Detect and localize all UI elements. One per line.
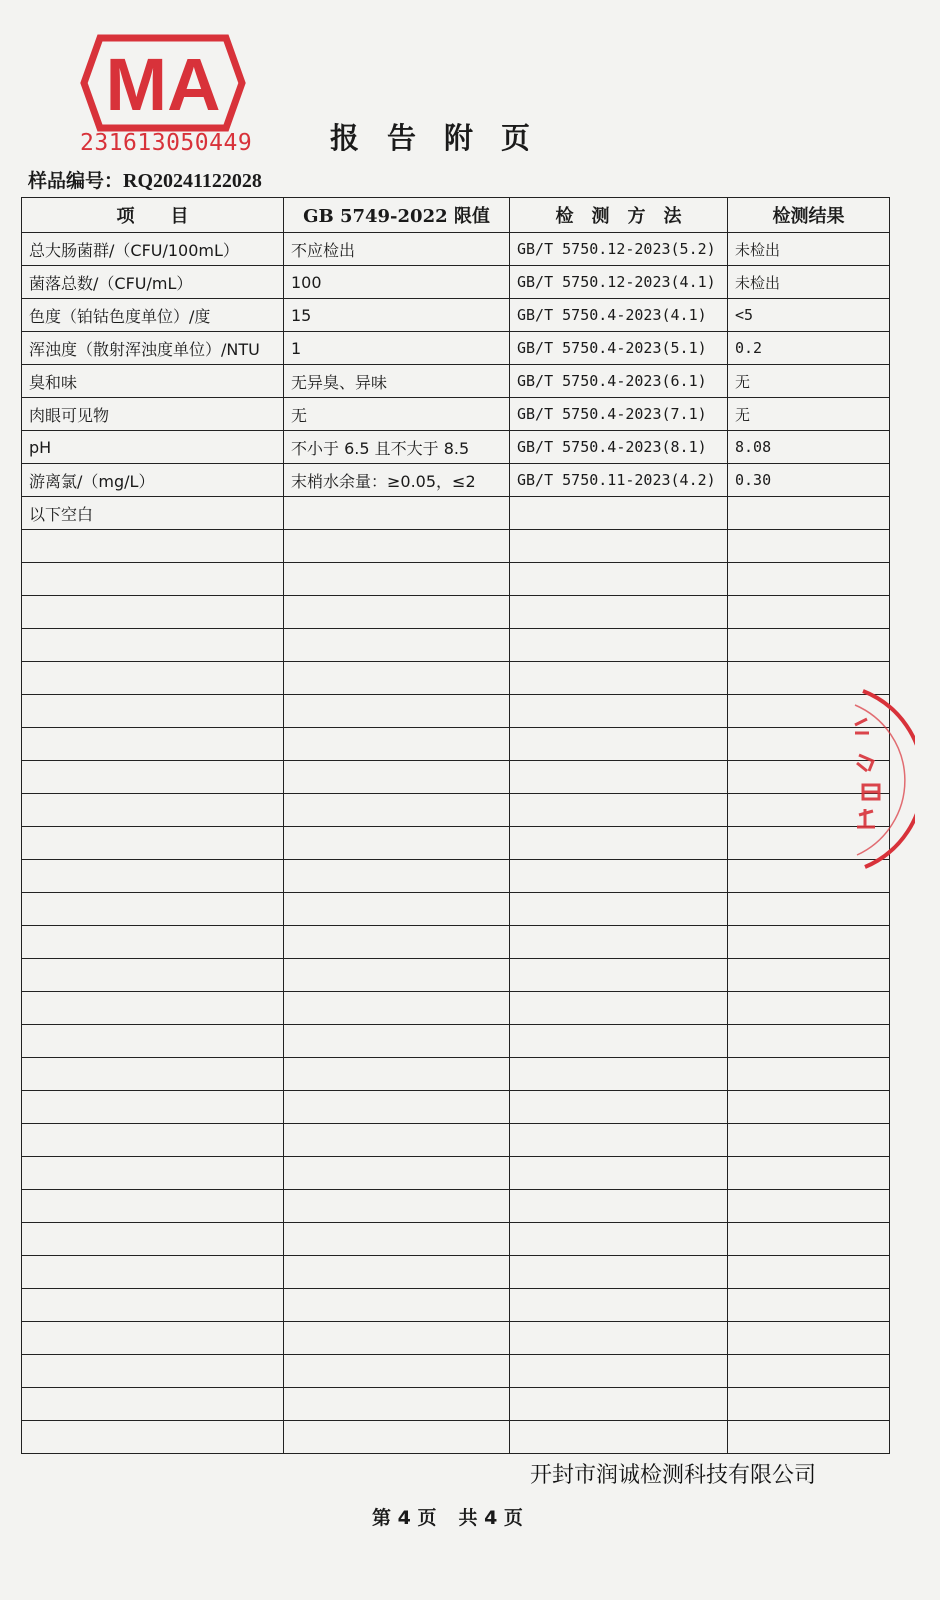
cell-item: pH <box>22 431 284 464</box>
cell-result: 0.2 <box>728 332 890 365</box>
sample-number-label: 样品编号： <box>28 170 124 192</box>
empty-cell <box>22 860 284 893</box>
cell-result: 未检出 <box>728 266 890 299</box>
empty-cell <box>728 1091 890 1124</box>
empty-cell <box>22 1388 284 1421</box>
empty-cell <box>510 530 728 563</box>
empty-cell <box>510 596 728 629</box>
empty-cell <box>510 662 728 695</box>
empty-cell <box>510 1256 728 1289</box>
empty-cell <box>22 596 284 629</box>
empty-cell <box>728 596 890 629</box>
empty-row <box>22 695 890 728</box>
cell-item: 总大肠菌群/（CFU/100mL） <box>22 233 284 266</box>
empty-cell <box>728 629 890 662</box>
empty-row <box>22 1091 890 1124</box>
empty-cell <box>22 1355 284 1388</box>
empty-cell <box>284 596 510 629</box>
table-body <box>22 233 890 1454</box>
empty-row <box>22 1223 890 1256</box>
empty-cell <box>284 563 510 596</box>
cell-item: 色度（铂钴色度单位）/度 <box>22 299 284 332</box>
empty-row <box>22 629 890 662</box>
empty-cell <box>510 629 728 662</box>
empty-cell <box>22 926 284 959</box>
table-row <box>22 233 890 266</box>
empty-cell <box>728 893 890 926</box>
empty-row <box>22 1388 890 1421</box>
empty-cell <box>284 761 510 794</box>
cma-seal-icon <box>78 28 248 138</box>
empty-row <box>22 563 890 596</box>
empty-row <box>22 794 890 827</box>
empty-cell <box>22 530 284 563</box>
empty-cell <box>22 728 284 761</box>
cell-result: 无 <box>728 365 890 398</box>
empty-cell <box>728 563 890 596</box>
cell-limit: 不应检出 <box>284 233 510 266</box>
cell-limit: 100 <box>284 266 510 299</box>
empty-cell <box>510 1322 728 1355</box>
empty-cell <box>728 530 890 563</box>
empty-cell <box>510 1190 728 1223</box>
cell-result: <5 <box>728 299 890 332</box>
cell-limit: 不小于 6.5 且不大于 8.5 <box>284 431 510 464</box>
empty-cell <box>284 1256 510 1289</box>
empty-cell <box>284 728 510 761</box>
empty-row <box>22 992 890 1025</box>
empty-cell <box>284 1058 510 1091</box>
empty-cell <box>22 1091 284 1124</box>
cell-item: 菌落总数/（CFU/mL） <box>22 266 284 299</box>
empty-row <box>22 926 890 959</box>
empty-cell <box>22 662 284 695</box>
empty-cell <box>510 992 728 1025</box>
empty-cell <box>22 1256 284 1289</box>
page-title: 报告附页 <box>330 121 559 155</box>
empty-cell <box>728 959 890 992</box>
empty-cell <box>284 893 510 926</box>
empty-row <box>22 728 890 761</box>
empty-cell <box>728 1190 890 1223</box>
table-row <box>22 266 890 299</box>
cell-method: GB/T 5750.4-2023(7.1) <box>510 398 728 431</box>
empty-cell <box>728 1025 890 1058</box>
empty-cell <box>284 926 510 959</box>
empty-cell <box>22 959 284 992</box>
sample-number-value: RQ20241122028 <box>123 170 262 192</box>
empty-cell <box>728 1322 890 1355</box>
table-row <box>22 299 890 332</box>
empty-cell <box>22 1322 284 1355</box>
empty-cell <box>510 1058 728 1091</box>
empty-cell <box>728 1058 890 1091</box>
empty-row <box>22 1256 890 1289</box>
cell-method: GB/T 5750.4-2023(4.1) <box>510 299 728 332</box>
cma-cert-number: 231613050449 <box>80 130 253 156</box>
table-row <box>22 398 890 431</box>
empty-cell <box>510 926 728 959</box>
company-name: 开封市润诚检测科技有限公司 <box>530 1463 817 1488</box>
cell-limit: 1 <box>284 332 510 365</box>
cell-limit: 无异臭、异味 <box>284 365 510 398</box>
cell-result: 未检出 <box>728 233 890 266</box>
empty-row <box>22 1322 890 1355</box>
page-number <box>372 1503 523 1530</box>
empty-cell <box>284 1388 510 1421</box>
empty-row <box>22 860 890 893</box>
page-total: 共 4 页 <box>458 1507 523 1529</box>
cell-limit: 15 <box>284 299 510 332</box>
empty-cell <box>22 1025 284 1058</box>
empty-row <box>22 1289 890 1322</box>
cma-logo-text: MA <box>105 43 221 126</box>
cell-item: 以下空白 <box>22 497 284 530</box>
table-row <box>22 497 890 530</box>
cell-limit: 无 <box>284 398 510 431</box>
empty-cell <box>510 1091 728 1124</box>
empty-cell <box>510 1289 728 1322</box>
cell-method: GB/T 5750.4-2023(8.1) <box>510 431 728 464</box>
empty-cell <box>510 1355 728 1388</box>
empty-cell <box>284 959 510 992</box>
empty-cell <box>510 860 728 893</box>
empty-cell <box>284 629 510 662</box>
empty-cell <box>284 530 510 563</box>
empty-row <box>22 1157 890 1190</box>
empty-cell <box>510 794 728 827</box>
empty-row <box>22 662 890 695</box>
empty-cell <box>284 1421 510 1454</box>
cell-method: GB/T 5750.12-2023(5.2) <box>510 233 728 266</box>
table-row <box>22 464 890 497</box>
empty-cell <box>284 662 510 695</box>
empty-cell <box>284 1223 510 1256</box>
header-method: 检 测 方 法 <box>510 198 728 233</box>
cell-method: GB/T 5750.11-2023(4.2) <box>510 464 728 497</box>
empty-cell <box>284 1025 510 1058</box>
empty-row <box>22 596 890 629</box>
company-seal-icon <box>845 685 915 875</box>
table-header-row <box>22 198 890 233</box>
cell-item: 游离氯/（mg/L） <box>22 464 284 497</box>
empty-row <box>22 1025 890 1058</box>
empty-row <box>22 959 890 992</box>
empty-cell <box>510 1421 728 1454</box>
empty-cell <box>22 1058 284 1091</box>
table-row <box>22 332 890 365</box>
cell-method: GB/T 5750.4-2023(5.1) <box>510 332 728 365</box>
empty-cell <box>22 1223 284 1256</box>
empty-cell <box>22 992 284 1025</box>
empty-cell <box>728 1355 890 1388</box>
table-row <box>22 431 890 464</box>
empty-cell <box>510 563 728 596</box>
empty-cell <box>728 1421 890 1454</box>
empty-cell <box>510 1223 728 1256</box>
cell-item: 臭和味 <box>22 365 284 398</box>
empty-cell <box>728 926 890 959</box>
results-table <box>21 197 890 1454</box>
empty-cell <box>510 695 728 728</box>
sample-number <box>28 166 262 193</box>
empty-cell <box>728 1388 890 1421</box>
empty-cell <box>510 1025 728 1058</box>
empty-cell <box>728 1223 890 1256</box>
empty-cell <box>728 1256 890 1289</box>
empty-cell <box>510 827 728 860</box>
cell-method: GB/T 5750.12-2023(4.1) <box>510 266 728 299</box>
empty-cell <box>22 1190 284 1223</box>
empty-row <box>22 1190 890 1223</box>
cell-result: 无 <box>728 398 890 431</box>
cell-item: 肉眼可见物 <box>22 398 284 431</box>
empty-row <box>22 1058 890 1091</box>
header-item: 项 目 <box>22 198 284 233</box>
empty-cell <box>22 563 284 596</box>
table-row <box>22 365 890 398</box>
empty-cell <box>22 794 284 827</box>
header-limit: GB 5749-2022 限值 <box>284 198 510 233</box>
header-result: 检测结果 <box>728 198 890 233</box>
empty-cell <box>284 1124 510 1157</box>
cell-limit: 末梢水余量：≥0.05，≤2 <box>284 464 510 497</box>
empty-cell <box>22 1124 284 1157</box>
empty-cell <box>284 794 510 827</box>
cell-result: 0.30 <box>728 464 890 497</box>
empty-cell <box>284 860 510 893</box>
empty-cell <box>22 695 284 728</box>
empty-cell <box>22 893 284 926</box>
empty-cell <box>284 1289 510 1322</box>
empty-row <box>22 530 890 563</box>
empty-cell <box>284 1190 510 1223</box>
empty-cell <box>728 1124 890 1157</box>
cell-limit <box>284 497 510 530</box>
empty-cell <box>284 1091 510 1124</box>
empty-row <box>22 1355 890 1388</box>
empty-cell <box>728 1157 890 1190</box>
empty-row <box>22 1421 890 1454</box>
empty-cell <box>510 893 728 926</box>
empty-cell <box>22 1289 284 1322</box>
empty-cell <box>284 1322 510 1355</box>
empty-cell <box>284 992 510 1025</box>
cell-result: 8.08 <box>728 431 890 464</box>
empty-cell <box>510 1157 728 1190</box>
empty-cell <box>510 761 728 794</box>
empty-cell <box>284 1355 510 1388</box>
empty-cell <box>22 827 284 860</box>
empty-cell <box>284 1157 510 1190</box>
empty-cell <box>510 728 728 761</box>
empty-row <box>22 761 890 794</box>
empty-cell <box>284 827 510 860</box>
empty-cell <box>510 1124 728 1157</box>
empty-row <box>22 1124 890 1157</box>
cell-item: 浑浊度（散射浑浊度单位）/NTU <box>22 332 284 365</box>
empty-row <box>22 893 890 926</box>
page-current: 第 4 页 <box>372 1507 437 1529</box>
empty-cell <box>22 761 284 794</box>
cell-result <box>728 497 890 530</box>
cell-method <box>510 497 728 530</box>
cell-method: GB/T 5750.4-2023(6.1) <box>510 365 728 398</box>
empty-cell <box>728 1289 890 1322</box>
empty-cell <box>22 1421 284 1454</box>
empty-cell <box>22 629 284 662</box>
empty-row <box>22 827 890 860</box>
empty-cell <box>510 1388 728 1421</box>
empty-cell <box>284 695 510 728</box>
empty-cell <box>510 959 728 992</box>
empty-cell <box>22 1157 284 1190</box>
empty-cell <box>728 992 890 1025</box>
